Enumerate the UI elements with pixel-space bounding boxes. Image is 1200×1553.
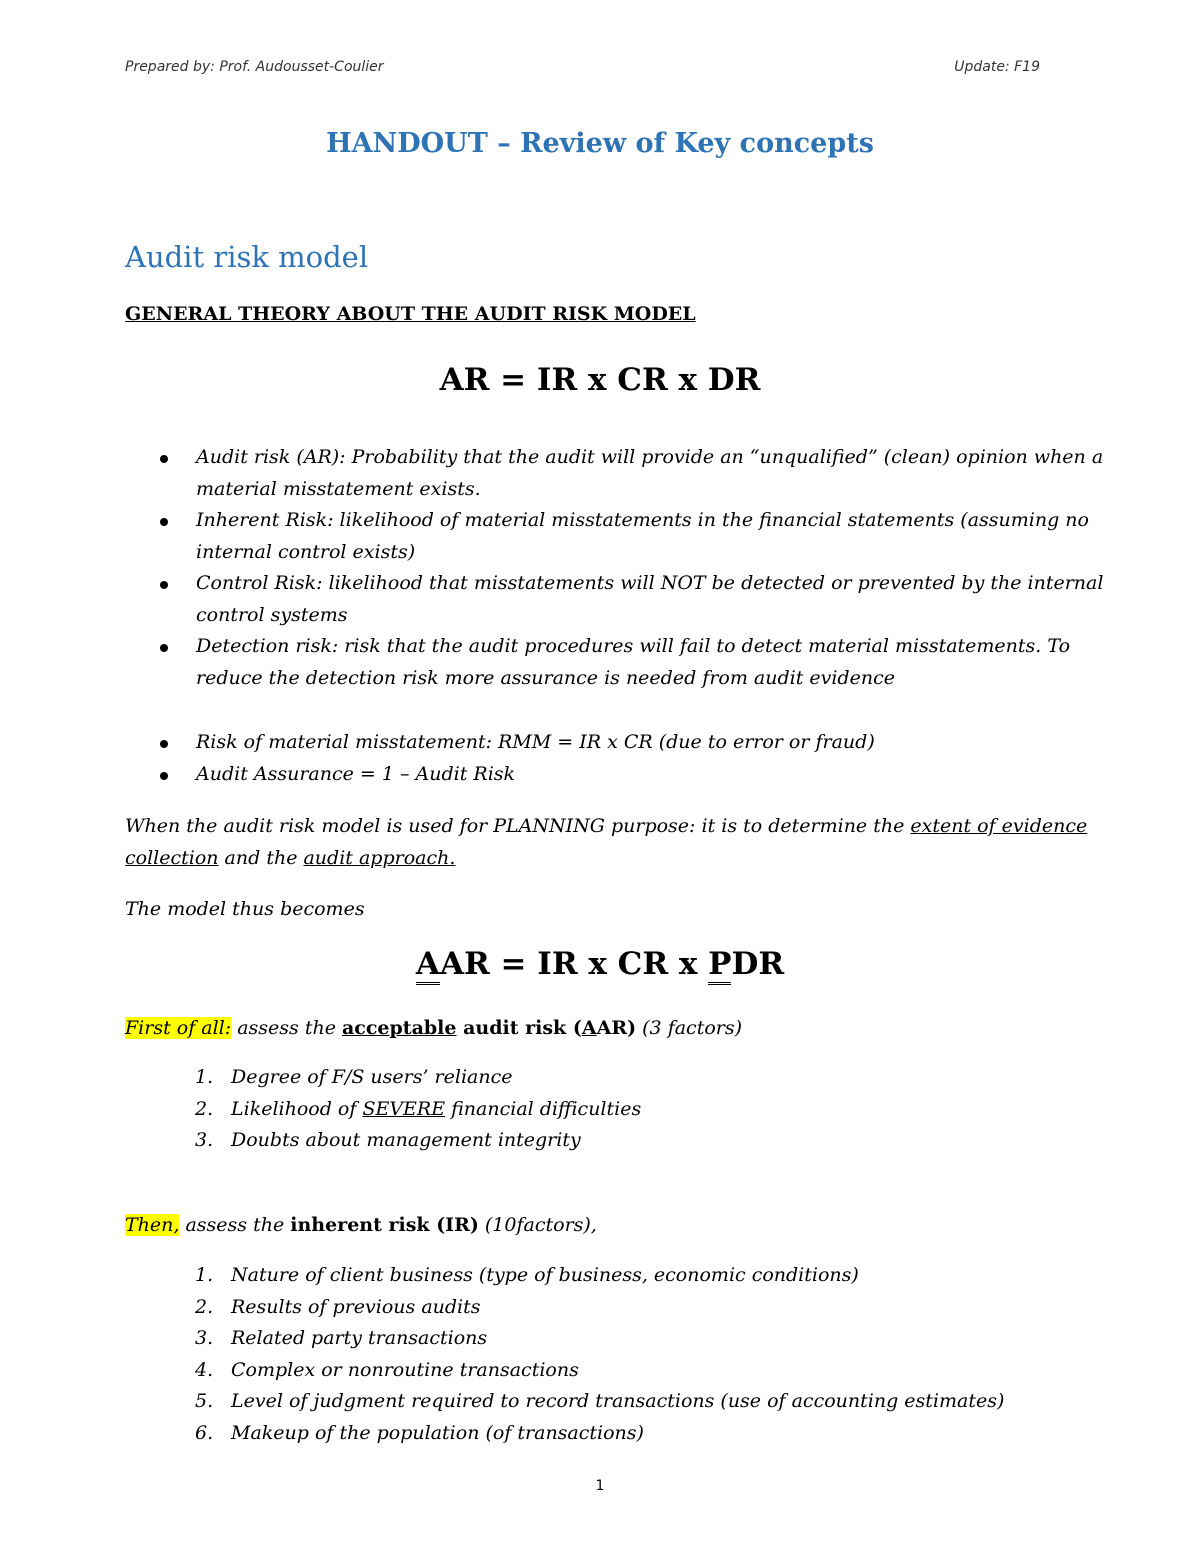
item-text: Degree of F/S users’ reliance [231, 1066, 513, 1088]
first-of-all-paragraph [125, 1012, 1105, 1044]
list-item: Audit risk (AR): Probability that the audit will provide an “unqualified” (clean) opinion when a material misstatement exists. [160, 442, 1120, 505]
list-item: Control Risk: likelihood that misstatements will NOT be detected or prevented by the internal control systems [160, 568, 1120, 631]
list-item [195, 1125, 641, 1157]
additional-definitions-list [160, 727, 1120, 790]
item-text: Complex or nonroutine transactions [231, 1358, 579, 1381]
subheading: GENERAL THEORY ABOUT THE AUDIT RISK MODEL [125, 303, 696, 325]
planning-text: When the audit risk model is used for PLANNING purpose: it is to determine the [125, 815, 911, 837]
list-item: Risk of material misstatement: RMM = IR x CR (due to error or fraud) [160, 727, 1120, 759]
item-text: Likelihood of [231, 1097, 363, 1120]
planning-underlined-approach: audit approach. [303, 847, 456, 869]
item-text: Doubts about management integrity [231, 1129, 581, 1151]
formula-letter-a: A [416, 946, 440, 985]
list-item [195, 1062, 641, 1094]
bold-text: audit risk ( [456, 1017, 582, 1039]
item-number: 3. [195, 1129, 214, 1151]
aar-factors-list [195, 1062, 641, 1157]
list-item [195, 1386, 1004, 1418]
audit-risk-formula: AR = IR x CR x DR [439, 362, 761, 398]
model-becomes-text: The model thus becomes [125, 898, 365, 920]
page-number: 1 [595, 1478, 605, 1494]
list-item: Inherent Risk: likelihood of material misstatements in the financial statements (assuming no internal control exists) [160, 505, 1120, 568]
paragraph-text: (10factors), [478, 1214, 597, 1236]
bold-text: AR) [596, 1017, 637, 1039]
list-item: Detection risk: risk that the audit procedures will fail to detect material misstatements. To reduce the detection risk more assurance is needed from audit evidence [160, 631, 1120, 694]
formula-middle: AR = IR x CR x [439, 946, 709, 982]
acceptable-audit-risk-formula [0, 946, 1200, 982]
highlight-first-of-all: First of all: [125, 1017, 232, 1039]
header-author: Prepared by: Prof. Audousset-Coulier [125, 59, 384, 75]
paragraph-text: assess the [231, 1017, 342, 1039]
list-item [195, 1355, 1004, 1387]
planning-underlined-evidence: extent of evidence collection [125, 815, 1088, 869]
item-number: 1. [195, 1066, 214, 1088]
item-number: 4. [195, 1358, 214, 1381]
item-text: Nature of client business (type of business, economic conditions) [231, 1264, 859, 1286]
item-number: 3. [195, 1327, 214, 1349]
header-update: Update: F19 [954, 59, 1040, 75]
item-text: financial difficulties [445, 1097, 642, 1120]
item-text: Results of previous audits [231, 1295, 481, 1318]
item-number: 6. [195, 1421, 214, 1444]
item-number: 1. [195, 1264, 214, 1286]
list-item: Audit Assurance = 1 – Audit Risk [160, 759, 1120, 791]
list-item [195, 1418, 1004, 1450]
formula-letter-p: P [708, 946, 731, 985]
list-item [195, 1260, 1004, 1292]
list-item [195, 1292, 1004, 1324]
paragraph-text: assess the [179, 1214, 291, 1236]
bold-acceptable: acceptable [341, 1017, 457, 1039]
list-item [195, 1094, 641, 1126]
item-text: Level of judgment required to record transactions (use of accounting estimates) [231, 1390, 1005, 1412]
ir-factors-list [195, 1260, 1004, 1449]
item-number: 2. [195, 1295, 214, 1318]
section-heading: Audit risk model [125, 240, 369, 274]
then-paragraph [125, 1209, 1105, 1241]
item-text: Related party transactions [231, 1327, 488, 1349]
bold-inherent-risk: inherent risk (IR) [290, 1214, 479, 1236]
item-underlined-text: SEVERE [362, 1097, 446, 1120]
highlight-then: Then, [125, 1214, 180, 1236]
document-title: HANDOUT – Review of Key concepts [326, 128, 874, 159]
item-text: Makeup of the population (of transactions) [231, 1421, 644, 1444]
paragraph-text: (3 factors) [636, 1017, 743, 1039]
planning-paragraph [125, 810, 1105, 874]
bold-letter-a: A [581, 1017, 597, 1039]
list-item [195, 1323, 1004, 1355]
definitions-list [160, 442, 1120, 694]
item-number: 2. [195, 1097, 214, 1120]
item-number: 5. [195, 1390, 214, 1412]
planning-text: and the [218, 847, 304, 869]
formula-end: DR [731, 946, 785, 982]
